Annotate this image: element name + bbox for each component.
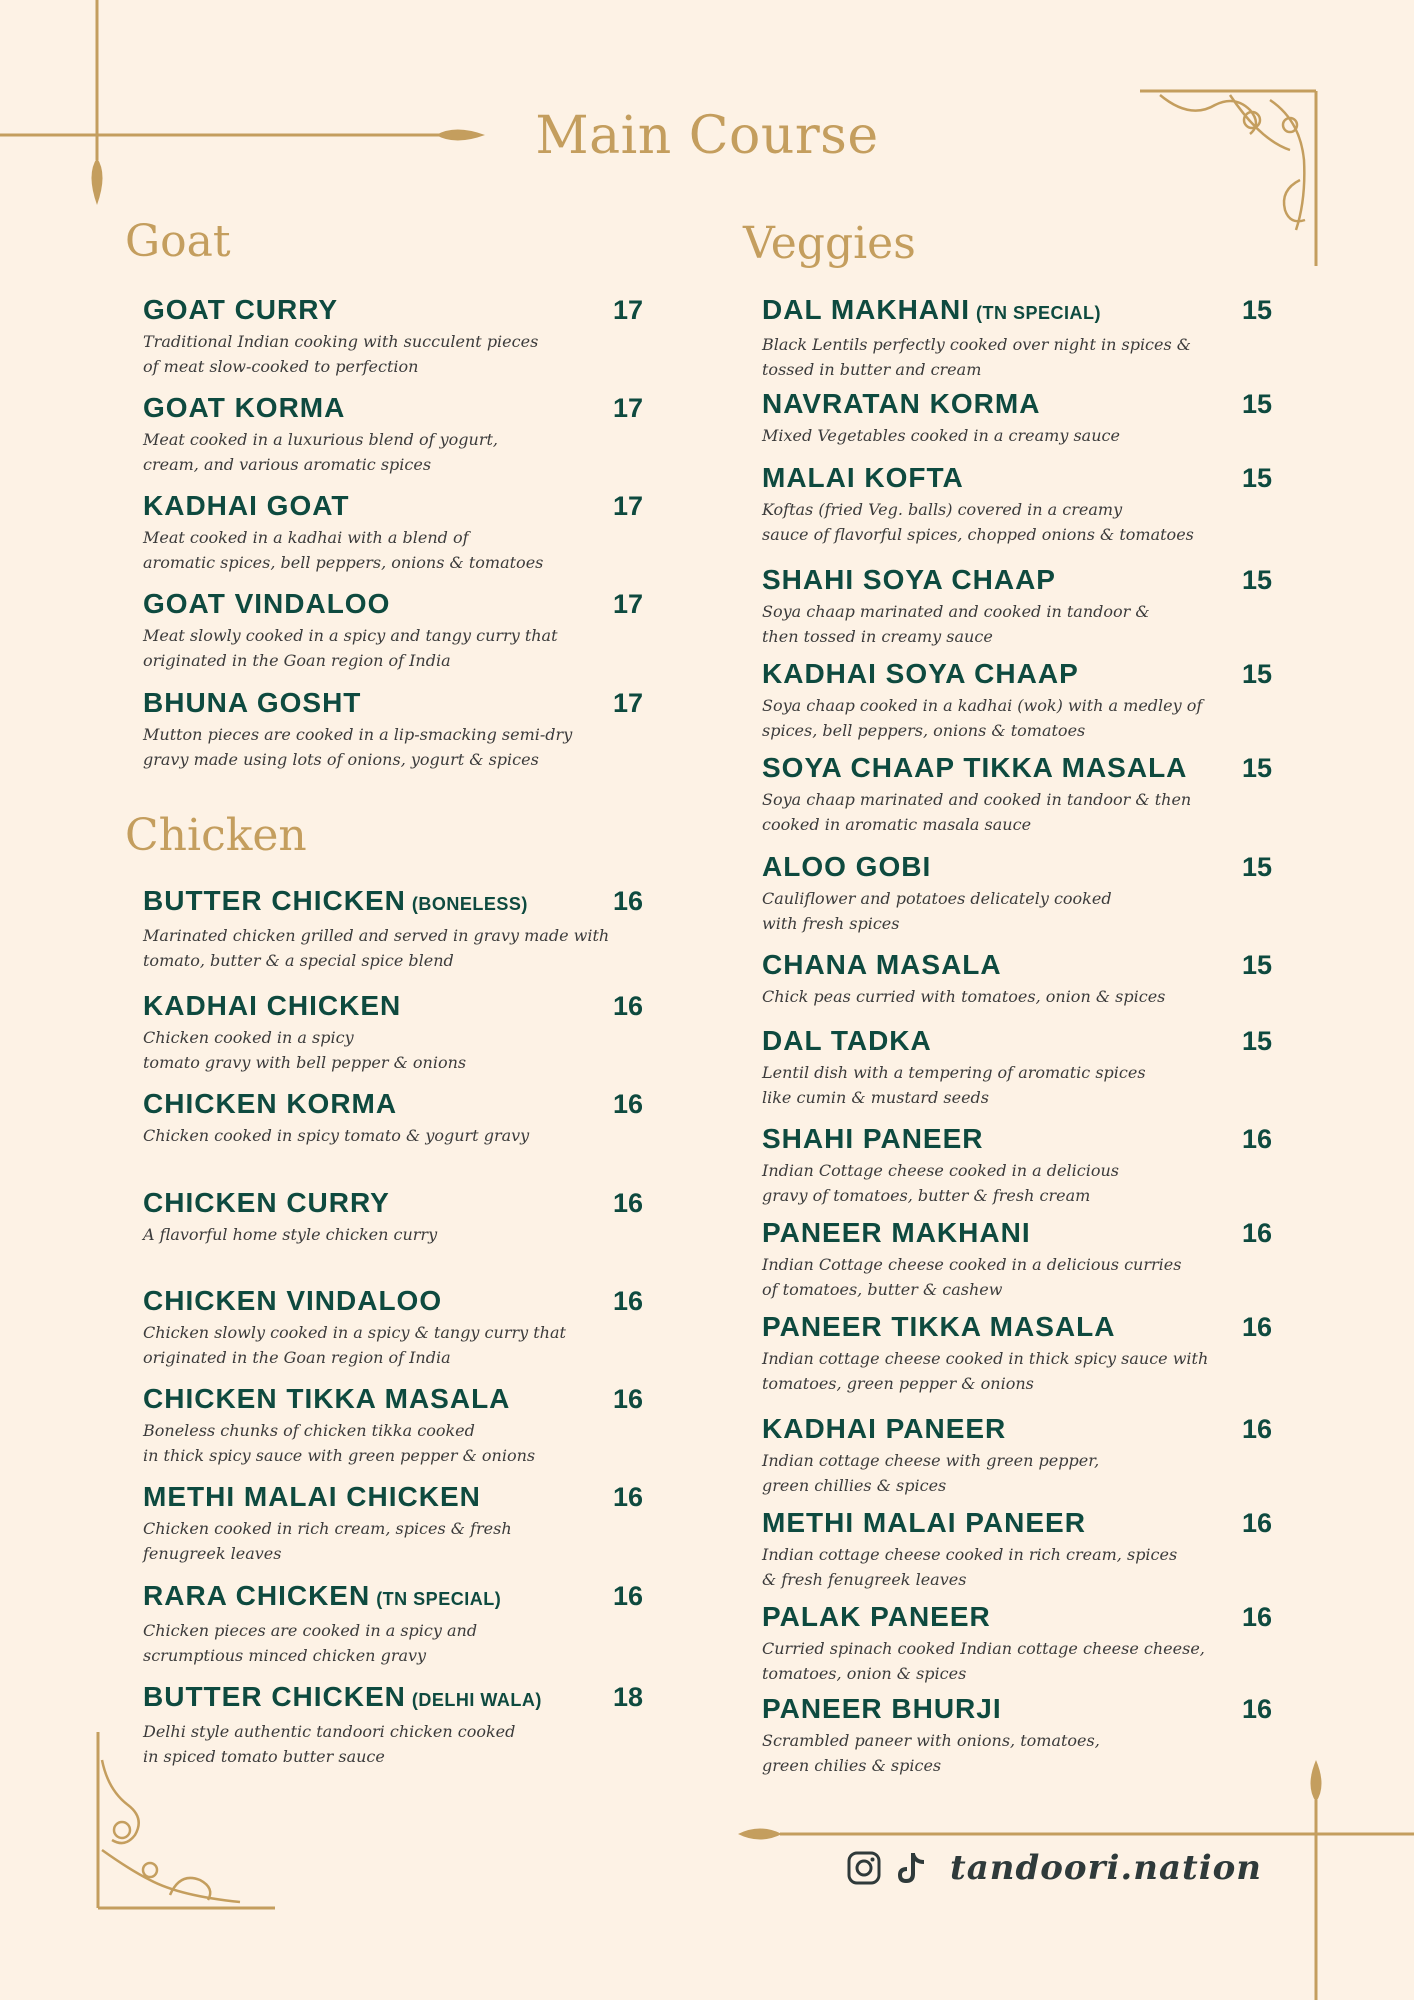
item-name — [762, 751, 1272, 785]
menu-item-butter-chicken-boneless — [143, 884, 643, 973]
item-note: (DELHI WALA) — [411, 1690, 542, 1710]
item-price: 16 — [612, 1482, 643, 1512]
item-name-text: SHAHI SOYA CHAAP — [762, 564, 1056, 595]
item-name-text: BHUNA GOSHT — [143, 687, 362, 718]
menu-item-chicken-korma — [143, 1087, 643, 1148]
item-name — [762, 387, 1272, 421]
item-description: Chicken slowly cooked in a spicy & tangy curry that originated in the Goan region of India — [143, 1323, 566, 1367]
item-price: 17 — [612, 688, 643, 718]
item-note: (TN SPECIAL) — [976, 303, 1102, 323]
item-price: 15 — [1241, 753, 1272, 783]
item-name — [143, 1579, 643, 1616]
menu-item-paneer-bhurji — [762, 1692, 1272, 1778]
social-footer — [846, 1842, 1262, 1894]
item-price: 15 — [1241, 852, 1272, 882]
item-description: Black Lentils perfectly cooked over night in spices & tossed in butter and cream — [762, 335, 1192, 379]
item-name-text: PANEER TIKKA MASALA — [762, 1311, 1116, 1342]
instagram-icon[interactable] — [846, 1850, 882, 1886]
menu-item-kadhai-paneer — [762, 1412, 1272, 1498]
section-title-goat: Goat — [125, 216, 231, 267]
item-price: 16 — [612, 1581, 643, 1611]
item-name-text: DAL TADKA — [762, 1025, 932, 1056]
item-price: 15 — [1241, 389, 1272, 419]
item-name — [762, 1024, 1272, 1058]
item-name — [762, 1310, 1272, 1344]
item-price: 16 — [612, 991, 643, 1021]
item-name-text: CHANA MASALA — [762, 949, 1002, 980]
item-price: 16 — [1241, 1124, 1272, 1154]
item-name-text: RARA CHICKEN — [143, 1580, 371, 1611]
item-name-text: CHICKEN VINDALOO — [143, 1285, 443, 1316]
item-name-text: SOYA CHAAP TIKKA MASALA — [762, 752, 1188, 783]
item-description: Traditional Indian cooking with succulent pieces of meat slow-cooked to perfection — [143, 332, 539, 376]
menu-item-goat-curry — [143, 293, 643, 379]
item-price: 16 — [612, 1089, 643, 1119]
menu-item-bhuna-gosht — [143, 686, 643, 772]
social-handle[interactable]: tandoori.nation — [950, 1848, 1263, 1888]
menu-item-shahi-paneer — [762, 1122, 1272, 1208]
menu-item-kadhai-goat — [143, 489, 643, 575]
item-name — [762, 1412, 1272, 1446]
item-name — [143, 587, 643, 621]
page-title: Main Course — [535, 106, 879, 166]
item-note: (BONELESS) — [411, 894, 528, 914]
item-name-text: DAL MAKHANI — [762, 294, 971, 325]
menu-item-dal-makhani-tn-special — [762, 293, 1272, 382]
item-price: 15 — [1241, 295, 1272, 325]
item-name-text: CHICKEN TIKKA MASALA — [143, 1383, 511, 1414]
item-name-text: MALAI KOFTA — [762, 462, 964, 493]
item-description: Meat cooked in a kadhai with a blend of aromatic spices, bell peppers, onions & tomatoes — [143, 528, 544, 572]
item-description: Mutton pieces are cooked in a lip-smacking semi-dry gravy made using lots of onions, yogurt & spices — [143, 725, 573, 769]
item-name — [143, 1480, 643, 1514]
menu-item-kadhai-soya-chaap — [762, 657, 1272, 743]
item-description: Cauliflower and potatoes delicately cooked with fresh spices — [762, 889, 1112, 933]
item-price: 16 — [1241, 1312, 1272, 1342]
item-description: Chicken cooked in a spicy tomato gravy with bell pepper & onions — [143, 1028, 467, 1072]
item-description: Soya chaap cooked in a kadhai (wok) with a medley of spices, bell peppers, onions & tomatoes — [762, 696, 1203, 740]
item-name — [762, 850, 1272, 884]
item-name-text: ALOO GOBI — [762, 851, 932, 882]
menu-item-goat-korma — [143, 391, 643, 477]
item-description: Curried spinach cooked Indian cottage cheese cheese, tomatoes, onion & spices — [762, 1639, 1205, 1683]
item-name-text: PANEER MAKHANI — [762, 1217, 1031, 1248]
item-description: Indian cottage cheese with green pepper, green chillies & spices — [762, 1451, 1100, 1495]
menu-item-methi-malai-paneer — [762, 1506, 1272, 1592]
item-name-text: METHI MALAI CHICKEN — [143, 1481, 481, 1512]
menu-item-chicken-curry — [143, 1186, 643, 1247]
item-name-text: GOAT CURRY — [143, 294, 339, 325]
item-price: 17 — [612, 393, 643, 423]
item-description: Scrambled paneer with onions, tomatoes, green chilies & spices — [762, 1731, 1100, 1775]
item-name — [143, 686, 643, 720]
item-price: 15 — [1241, 463, 1272, 493]
item-name-text: BUTTER CHICKEN — [143, 1681, 406, 1712]
menu-item-paneer-tikka-masala — [762, 1310, 1272, 1396]
item-description: A flavorful home style chicken curry — [143, 1225, 438, 1244]
item-price: 17 — [612, 491, 643, 521]
item-name — [143, 1186, 643, 1220]
item-price: 15 — [1241, 950, 1272, 980]
item-name — [143, 884, 643, 921]
item-price: 16 — [1241, 1694, 1272, 1724]
menu-item-dal-tadka — [762, 1024, 1272, 1110]
item-name — [762, 948, 1272, 982]
item-name — [762, 1506, 1272, 1540]
item-description: Mixed Vegetables cooked in a creamy sauce — [762, 426, 1120, 445]
item-price: 16 — [612, 886, 643, 916]
item-name-text: CHICKEN CURRY — [143, 1187, 390, 1218]
item-price: 15 — [1241, 565, 1272, 595]
item-description: Chick peas curried with tomatoes, onion & spices — [762, 987, 1166, 1006]
item-description: Meat slowly cooked in a spicy and tangy curry that originated in the Goan region of India — [143, 626, 558, 670]
item-description: Chicken cooked in spicy tomato & yogurt gravy — [143, 1126, 530, 1145]
item-description: Soya chaap marinated and cooked in tandoor & then cooked in aromatic masala sauce — [762, 790, 1192, 834]
item-price: 16 — [1241, 1414, 1272, 1444]
item-description: Marinated chicken grilled and served in gravy made with tomato, butter & a special spice blend — [143, 926, 610, 970]
item-name-text: BUTTER CHICKEN — [143, 885, 406, 916]
item-description: Lentil dish with a tempering of aromatic spices like cumin & mustard seeds — [762, 1063, 1146, 1107]
menu-item-butter-chicken-delhi-wala — [143, 1680, 643, 1769]
item-name-text: METHI MALAI PANEER — [762, 1507, 1086, 1538]
item-name-text: PANEER BHURJI — [762, 1693, 1002, 1724]
item-name — [143, 489, 643, 523]
menu-item-soya-chaap-tikka-masala — [762, 751, 1272, 837]
item-description: Indian cottage cheese cooked in rich cream, spices & fresh fenugreek leaves — [762, 1545, 1178, 1589]
item-name-text: NAVRATAN KORMA — [762, 388, 1041, 419]
item-name-text: KADHAI SOYA CHAAP — [762, 658, 1079, 689]
item-description: Chicken pieces are cooked in a spicy and scrumptious minced chicken gravy — [143, 1621, 478, 1665]
item-description: Indian cottage cheese cooked in thick spicy sauce with tomatoes, green pepper & onions — [762, 1349, 1209, 1393]
item-description: Meat cooked in a luxurious blend of yogurt, cream, and various aromatic spices — [143, 430, 498, 474]
item-price: 17 — [612, 295, 643, 325]
menu-item-malai-kofta — [762, 461, 1272, 547]
item-name — [762, 563, 1272, 597]
item-name-text: PALAK PANEER — [762, 1601, 991, 1632]
item-name-text: GOAT KORMA — [143, 392, 346, 423]
section-title-chicken: Chicken — [125, 810, 307, 861]
item-description: Koftas (fried Veg. balls) covered in a creamy sauce of flavorful spices, chopped onions & tomatoes — [762, 500, 1194, 544]
item-name — [143, 989, 643, 1023]
item-note: (TN SPECIAL) — [376, 1589, 502, 1609]
section-title-veggies: Veggies — [743, 218, 916, 269]
item-name — [762, 1122, 1272, 1156]
item-price: 16 — [1241, 1218, 1272, 1248]
item-description: Boneless chunks of chicken tikka cooked in thick spicy sauce with green pepper & onions — [143, 1421, 536, 1465]
menu-item-kadhai-chicken — [143, 989, 643, 1075]
item-description: Indian Cottage cheese cooked in a delicious gravy of tomatoes, butter & fresh cream — [762, 1161, 1119, 1205]
item-name — [143, 1284, 643, 1318]
menu-item-palak-paneer — [762, 1600, 1272, 1686]
item-name-text: KADHAI CHICKEN — [143, 990, 402, 1021]
menu-item-navratan-korma — [762, 387, 1272, 448]
item-price: 16 — [1241, 1508, 1272, 1538]
item-name-text: GOAT VINDALOO — [143, 588, 391, 619]
menu-item-chana-masala — [762, 948, 1272, 1009]
item-name-text: KADHAI GOAT — [143, 490, 350, 521]
menu-item-paneer-makhani — [762, 1216, 1272, 1302]
item-description: Delhi style authentic tandoori chicken cooked in spiced tomato butter sauce — [143, 1722, 516, 1766]
item-name — [762, 657, 1272, 691]
item-name — [762, 293, 1272, 330]
item-name — [143, 391, 643, 425]
item-description: Chicken cooked in rich cream, spices & fresh fenugreek leaves — [143, 1519, 512, 1563]
item-price: 16 — [1241, 1602, 1272, 1632]
item-name-text: KADHAI PANEER — [762, 1413, 1007, 1444]
item-name — [143, 1382, 643, 1416]
item-name — [143, 1087, 643, 1121]
item-price: 16 — [612, 1384, 643, 1414]
item-name-text: CHICKEN KORMA — [143, 1088, 398, 1119]
item-price: 18 — [612, 1682, 643, 1712]
menu-item-chicken-vindaloo — [143, 1284, 643, 1370]
item-price: 15 — [1241, 1026, 1272, 1056]
menu-item-methi-malai-chicken — [143, 1480, 643, 1566]
item-price: 15 — [1241, 659, 1272, 689]
menu-item-chicken-tikka-masala — [143, 1382, 643, 1468]
item-price: 17 — [612, 589, 643, 619]
menu-item-goat-vindaloo — [143, 587, 643, 673]
item-name — [762, 1600, 1272, 1634]
menu-item-shahi-soya-chaap — [762, 563, 1272, 649]
item-name — [762, 1216, 1272, 1250]
item-price: 16 — [612, 1286, 643, 1316]
item-name — [762, 461, 1272, 495]
menu-item-aloo-gobi — [762, 850, 1272, 936]
item-name — [762, 1692, 1272, 1726]
item-description: Soya chaap marinated and cooked in tandoor & then tossed in creamy sauce — [762, 602, 1150, 646]
item-name — [143, 1680, 643, 1717]
item-name-text: SHAHI PANEER — [762, 1123, 984, 1154]
item-description: Indian Cottage cheese cooked in a delicious curries of tomatoes, butter & cashew — [762, 1255, 1182, 1299]
item-name — [143, 293, 643, 327]
item-price: 16 — [612, 1188, 643, 1218]
tiktok-icon[interactable] — [894, 1850, 930, 1886]
menu-item-rara-chicken-tn-special — [143, 1579, 643, 1668]
